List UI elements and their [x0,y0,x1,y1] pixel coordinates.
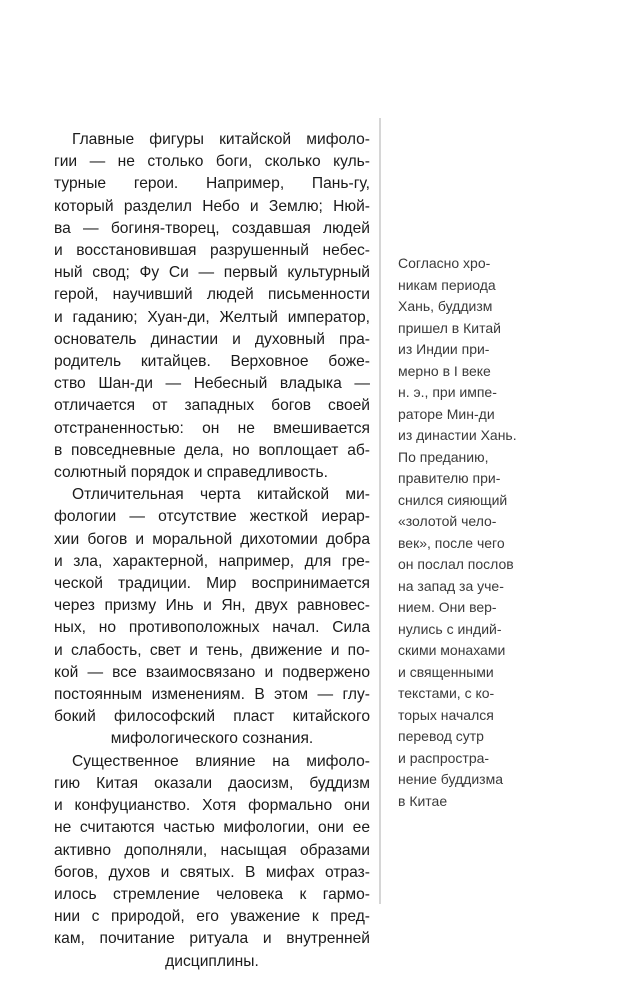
text-line: ных, но противоположных начал. Сила [54,619,370,637]
side-note-line: на запад за уче- [398,577,504,594]
side-note-line: нулись с индий- [398,620,502,637]
text-line: Отличительная черта китайской ми- [72,486,370,504]
side-note [398,253,568,812]
text-line: основатель династии и духовный пра- [54,330,370,348]
text-line: ный свод; Фу Си — первый культурный [54,264,370,282]
side-note-line: Согласно хро- [398,255,491,271]
side-note-line: правителю при- [398,470,501,486]
text-line: солютный порядок и справедливость. [54,464,328,482]
text-line: и гаданию; Хуан-ди, Желтый император, [54,308,370,326]
side-note-line: Хань, буддизм [398,298,493,314]
text-line: который разделил Небо и Землю; Нюй- [54,197,370,215]
text-line: дисциплины. [165,952,259,970]
side-note-line: раторе Мин-ди [398,405,495,422]
text-line: родитель китайцев. Верховное боже- [54,353,370,371]
text-line: и зла, характерной, например, для гре- [54,552,370,570]
text-line: Существенное влияние на мифоло- [72,752,370,770]
text-line: турные герои. Например, Пань-гу, [54,175,370,193]
text-line: в повседневные дела, но воплощает аб- [54,441,370,459]
text-line: и слабость, свет и тень, движение и по- [54,641,370,659]
side-note-line: перевод сутр [398,728,484,744]
text-line: богов, духов и святых. В мифах отраз- [54,863,370,881]
text-line: ческой традиции. Мир воспринимается [54,575,370,593]
text-line: гию Китая оказали даосизм, буддизм [54,774,370,792]
text-line: нии с природой, его уважение к пред- [54,908,370,926]
text-line: ва — богиня-творец, создавшая людей [54,219,370,237]
side-note-line: и священными [398,663,494,680]
text-line: герой, научивший людей письменности [54,286,370,304]
text-line: и восстановившая разрушенный небес- [54,242,370,260]
side-note-line: мерно в I веке [398,362,491,379]
side-note-line: из династии Хань. [398,427,517,443]
side-note-line: пришел в Китай [398,319,501,336]
text-line: постоянным изменениям. В этом — глу- [54,686,370,704]
side-note-line: в Китае [398,792,448,809]
side-note-line: и распростра- [398,749,490,766]
side-note-line: скими монахами [398,642,506,658]
text-line: бокий философский пласт китайского [54,708,370,726]
side-note-line: нием. Они вер- [398,599,497,615]
text-line: и конфуцианство. Хотя формально они [54,797,370,815]
text-line: кой — все взаимосвязано и подвержено [54,663,370,681]
side-note-line: По преданию, [398,448,489,465]
text-line: илось стремление человека к гармо- [54,885,370,903]
text-line: активно дополняли, насыщая образами [54,841,370,859]
main-text-column [54,129,370,973]
side-note-line: нение буддизма [398,771,503,787]
text-line: Главные фигуры китайской мифоло- [72,131,370,148]
text-line: ство Шан-ди — Небесный владыка — [54,375,370,393]
text-line: через призму Инь и Ян, двух равновес- [54,597,370,615]
text-line: фологии — отсутствие жесткой иерар- [54,508,370,526]
text-line: кам, почитание ритуала и внутренней [54,930,370,948]
text-line: отличается от западных богов своей [54,397,370,415]
column-divider [379,118,381,904]
text-line: отстраненностью: он не вмешивается [54,419,370,437]
side-note-line: он послал послов [398,556,514,572]
text-line: мифологического сознания. [110,730,314,748]
side-note-line: из Индии при- [398,341,490,357]
side-note-line: торых начался [398,706,494,723]
text-line: не считаются частью мифологии, они ее [54,819,370,837]
side-note-line: «золотой чело- [398,513,497,529]
side-note-line: снился сияющий [398,491,508,508]
text-line: гии — не столько боги, сколько куль- [54,153,370,171]
side-note-line: текстами, с ко- [398,685,495,701]
text-line: хии богов и моральной дихотомии добра [54,530,370,548]
side-note-line: н. э., при импе- [398,384,497,400]
side-note-line: век», после чего [398,534,505,551]
side-note-line: никам периода [398,276,496,293]
